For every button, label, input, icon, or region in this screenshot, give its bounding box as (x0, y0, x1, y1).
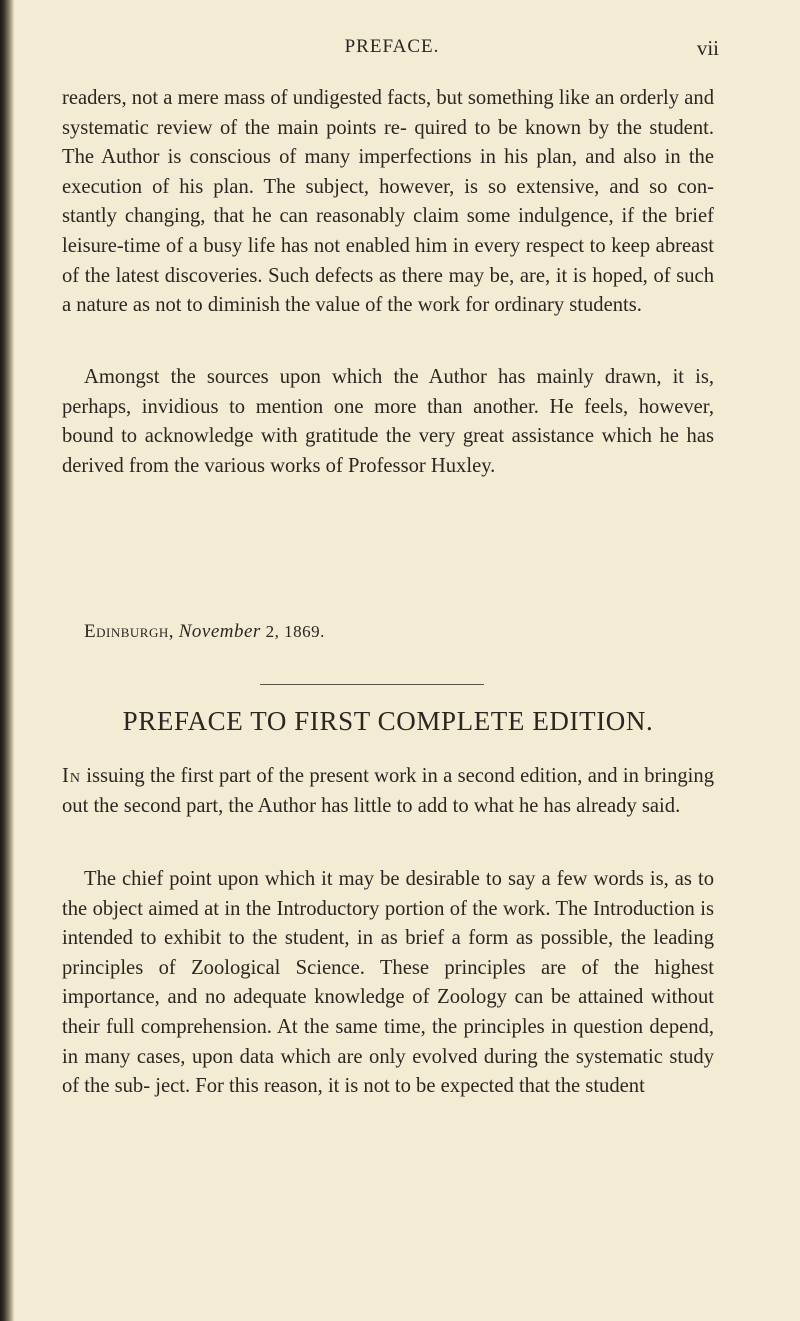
preface-signoff (84, 621, 325, 643)
signoff-date: 2, 1869. (260, 622, 325, 641)
paragraph-issuing-text: issuing the first part of the present work in a second edition, and in bringing out the second part, the Author has little to add to what he has already said. (62, 765, 714, 817)
paragraph-issuing (62, 762, 714, 821)
page-header (62, 36, 722, 66)
paragraph-sources: Amongst the sources upon which the Author has mainly drawn, it is, perhaps, invidious to mention one more than another. He feels, however, bound to acknowledge with gratitude the very great assistance which he has derived from the various works of Professor Huxley. (62, 366, 714, 477)
paragraph-chief-point: The chief point upon which it may be desirable to say a few words is, as to the object aimed at in the Introductory portion of the work. The Introduction is intended to exhibit to the student, in as brief a form as possible, the leading principles of Zoological Science. These principles are of the highest importance, and no adequate knowledge of Zoology can be attained without their full comprehension. At the same time, the principles in question depend, in many cases, upon data which are only evolved during the systematic study of the sub- ject. For this reason, it is not to be expected that the student (62, 868, 714, 1098)
paragraph-readers: readers, not a mere mass of undigested facts, but something like an orderly and systematic review of the main points re- quired to be known by the student. The Author is conscious of many imperfections in his plan, and also in the execution of his plan. The subject, however, is so extensive, and so con- stantly changing, that he can reasonably claim some indulgence, if the brief leisure-time of a busy life has not enabled him in every respect to keep abreast of the latest discoveries. Such defects as there may be, are, it is hoped, of such a nature as not to diminish the value of the work for ordinary students. (62, 87, 714, 317)
page-number: vii (696, 36, 719, 60)
book-gutter-shadow (0, 0, 14, 1321)
signoff-month: November (178, 621, 261, 642)
running-head: PREFACE. (344, 36, 440, 57)
signoff-place: Edinburgh, (84, 621, 174, 642)
section-divider (260, 684, 484, 685)
section-title: PREFACE TO FIRST COMPLETE EDITION. (122, 706, 654, 736)
paragraph-lead-word: In (62, 765, 81, 787)
